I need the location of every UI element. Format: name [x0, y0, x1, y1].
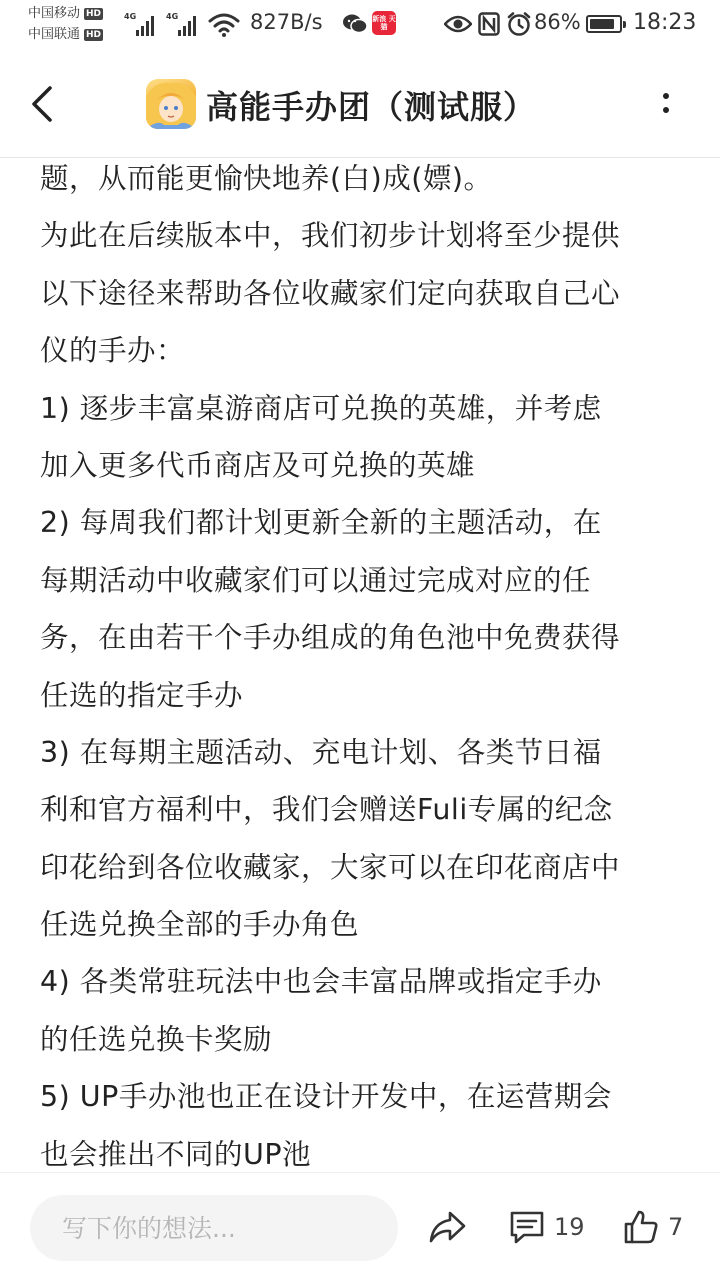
carrier-1-label: 中国移动	[28, 5, 81, 21]
comment-input[interactable]	[30, 1195, 398, 1261]
nfc-icon	[478, 12, 500, 36]
article-line: 1) 逐步丰富桌游商店可兑换的英雄，并考虑	[40, 391, 602, 425]
clock: 18:23	[633, 10, 697, 35]
network-type-2: 4G	[166, 12, 179, 21]
avatar-character-image	[146, 79, 196, 129]
wifi-icon	[208, 12, 240, 38]
article-line: 任选的指定手办	[40, 678, 244, 712]
article-line: 仪的手办：	[40, 334, 186, 368]
eye-icon	[444, 14, 472, 34]
article-line: 3) 在每期主题活动、充电计划、各类节日福	[40, 735, 602, 769]
header	[0, 50, 720, 158]
article-line: 为此在后续版本中，我们初步计划将至少提供	[40, 219, 621, 253]
article-line: 题，从而能更愉快地养(白)成(嫖)。	[40, 162, 493, 195]
share-icon	[426, 1205, 470, 1249]
more-options-button[interactable]	[648, 82, 684, 126]
app-avatar	[146, 79, 196, 129]
article-line: 2) 每周我们都计划更新全新的主题活动，在	[40, 506, 602, 540]
battery-percent: 86%	[534, 10, 581, 34]
alarm-icon	[506, 11, 532, 37]
more-vertical-icon	[648, 82, 684, 126]
chevron-left-icon	[22, 80, 66, 128]
net-speed: 827B/s	[250, 10, 323, 34]
carrier-2-label: 中国联通	[28, 26, 81, 42]
share-button[interactable]	[426, 1205, 470, 1249]
wechat-icon	[342, 13, 368, 35]
comment-count: 19	[554, 1213, 585, 1241]
article-line: 加入更多代币商店及可兑换的英雄	[40, 448, 476, 482]
network-type-1: 4G	[124, 12, 137, 21]
article-line: 每期活动中收藏家们可以通过完成对应的任	[40, 563, 592, 597]
comment-icon	[508, 1208, 546, 1246]
comments-button[interactable]	[508, 1205, 585, 1249]
back-button[interactable]	[22, 80, 66, 128]
like-button[interactable]	[622, 1205, 683, 1249]
article-line: 印花给到各位收藏家，大家可以在印花商店中	[40, 850, 621, 884]
bottom-action-bar	[0, 1172, 720, 1280]
article-line: 以下途径来帮助各位收藏家们定向获取自己心	[40, 276, 621, 310]
thumbs-up-icon	[622, 1208, 660, 1246]
signal-icon	[124, 12, 160, 36]
article-line: 利和官方福利中，我们会赠送Fuli专属的纪念	[40, 793, 613, 827]
hd-badge-2: HD	[86, 29, 102, 40]
carrier-info	[28, 3, 120, 47]
article-line: 也会推出不同的UP池	[40, 1137, 312, 1171]
app-notification-badge: 新浪 天猫	[372, 11, 396, 35]
like-count: 7	[668, 1213, 684, 1241]
page-title: 高能手办团（测试服）	[206, 88, 537, 126]
battery-icon	[586, 15, 622, 33]
article-line: 的任选兑换卡奖励	[40, 1022, 273, 1056]
article-content	[40, 150, 690, 1172]
article-line: 务，在由若干个手办组成的角色池中免费获得	[40, 621, 621, 655]
status-bar	[0, 0, 720, 50]
signal-icon	[166, 12, 202, 36]
article-line: 5) UP手办池也正在设计开发中，在运营期会	[40, 1080, 612, 1114]
article-line: 4) 各类常驻玩法中也会丰富品牌或指定手办	[40, 965, 602, 999]
hd-badge-1: HD	[86, 8, 102, 19]
article-line: 任选兑换全部的手办角色	[40, 908, 360, 942]
